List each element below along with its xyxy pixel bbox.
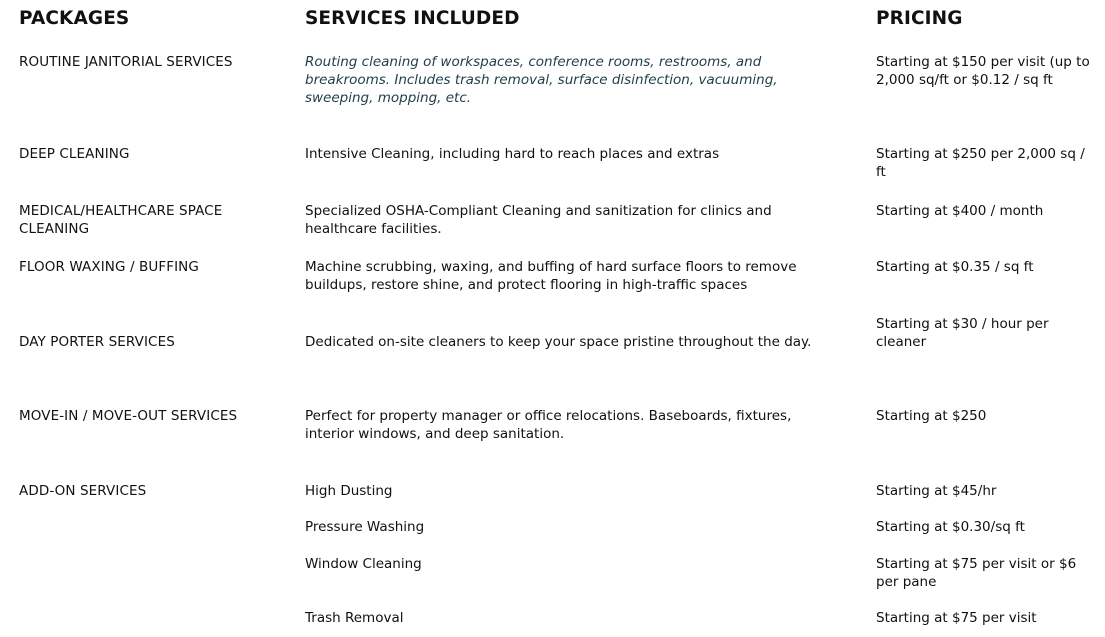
pricing-header: PRICING xyxy=(876,8,963,29)
packages-header: PACKAGES xyxy=(19,8,130,29)
service-description: Intensive Cleaning, including hard to reach places and extras xyxy=(305,146,720,162)
service-description: Pressure Washing xyxy=(305,519,425,535)
service-description: Perfect for property manager or office relocations. Baseboards, fixtures, interior windows, and deep sanitation. xyxy=(305,408,792,443)
package-name: ADD-ON SERVICES xyxy=(19,483,147,499)
service-description: High Dusting xyxy=(305,483,393,499)
package-name: MOVE-IN / MOVE-OUT SERVICES xyxy=(19,408,238,424)
package-name: DAY PORTER SERVICES xyxy=(19,334,175,350)
services-header: SERVICES INCLUDED xyxy=(305,8,520,29)
service-description: Dedicated on-site cleaners to keep your space pristine throughout the day. xyxy=(305,334,812,350)
price-text: Starting at $0.35 / sq ft xyxy=(876,259,1034,275)
service-description: Routing cleaning of workspaces, conference rooms, restrooms, and breakrooms. Includes trash removal, surface disinfection, vacuuming, sweeping, mopping, etc. xyxy=(305,54,778,107)
price-text: Starting at $250 per 2,000 sq / ft xyxy=(876,146,1085,181)
price-text: Starting at $400 / month xyxy=(876,203,1044,219)
package-name: MEDICAL/HEALTHCARE SPACE CLEANING xyxy=(19,203,223,238)
price-text: Starting at $150 per visit (up to 2,000 sq/ft or $0.12 / sq ft xyxy=(876,54,1090,89)
price-text: Starting at $250 xyxy=(876,408,987,424)
service-description: Window Cleaning xyxy=(305,556,422,572)
package-name: DEEP CLEANING xyxy=(19,146,130,162)
package-name: ROUTINE JANITORIAL SERVICES xyxy=(19,54,233,70)
service-description: Trash Removal xyxy=(305,610,404,626)
service-description: Specialized OSHA-Compliant Cleaning and sanitization for clinics and healthcare facilities. xyxy=(305,203,772,238)
service-description: Machine scrubbing, waxing, and buffing of hard surface floors to remove buildups, restore shine, and protect flooring in high-traffic spaces xyxy=(305,259,797,294)
price-text: Starting at $45/hr xyxy=(876,483,997,499)
price-text: Starting at $0.30/sq ft xyxy=(876,519,1025,535)
package-name: FLOOR WAXING / BUFFING xyxy=(19,259,199,275)
price-text: Starting at $30 / hour per cleaner xyxy=(876,316,1049,351)
price-text: Starting at $75 per visit xyxy=(876,610,1037,626)
price-text: Starting at $75 per visit or $6 per pane xyxy=(876,556,1077,591)
